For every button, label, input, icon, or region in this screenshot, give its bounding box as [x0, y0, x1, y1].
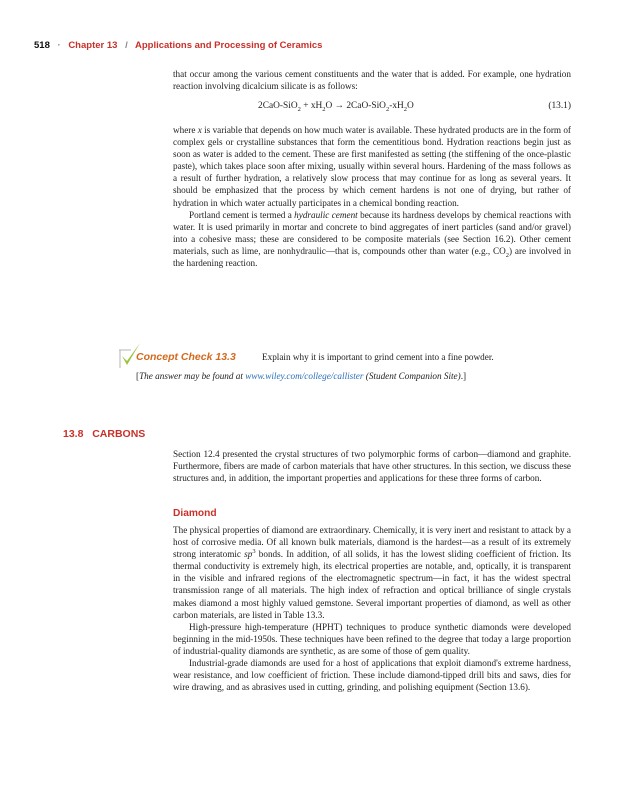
text-run: Portland cement is termed a — [189, 209, 295, 220]
superscript: 3 — [252, 548, 256, 556]
term-sp: sp — [244, 549, 253, 560]
equation-number: (13.1) — [548, 101, 571, 111]
eq-sub: 2 — [322, 105, 326, 113]
concept-check-answer — [136, 371, 466, 381]
intro-text: that occur among the various cement constituents and the water that is added. For example, one hydration reaction involving dicalcium silicate is as follows: — [173, 69, 571, 92]
eq-sub: 2 — [297, 105, 301, 113]
running-header — [34, 40, 322, 51]
concept-check-title: Concept Check 13.3 — [136, 351, 236, 363]
text-run: because its hardness develops by chemical reactions with water. It is used primarily in mortar and concrete to bind aggregates of inert particles (sand and/or gravel) into a cohesive mass; these are considered to be composite materials (see Section 16.2). Other cement materials, such as lime, are nonhydraulic—that is, compounds other than water (e.g., CO — [173, 209, 571, 256]
text-run: The physical properties of diamond are extraordinary. Chemically, it is very inert and resistant to attack by a host of corrosive media. Of all known bulk materials, diamond is the hardest—as a result of its extremely strong interatomic — [173, 525, 571, 560]
carbons-intro — [173, 448, 571, 484]
paragraph-hydration — [173, 124, 571, 209]
chapter-label: Chapter 13 — [68, 40, 118, 51]
paragraph-portland — [173, 209, 571, 269]
paragraph-diamond-properties — [173, 524, 571, 621]
section-title: CARBONS — [92, 428, 146, 440]
bracket: [ — [136, 371, 140, 381]
bracket: .] — [460, 371, 467, 381]
paragraph-hpht: High-pressure high-temperature (HPHT) techniques to produce synthetic diamonds were developed beginning in the mid-1950s. These techniques have been refined to the degree that today a large proportion of industrial-quality diamonds are synthetic, as are some of those of gem quality. — [173, 621, 571, 656]
companion-site-link[interactable]: www.wiley.com/college/callister — [245, 371, 364, 381]
chapter-title: Applications and Processing of Ceramics — [135, 40, 323, 51]
text-run: The answer may be found at — [139, 371, 246, 381]
concept-check-question: Explain why it is important to grind cement into a fine powder. — [262, 352, 494, 362]
subscript: 2 — [505, 251, 509, 259]
diamond-heading: Diamond — [173, 508, 217, 519]
hydration-section — [173, 124, 571, 269]
text-run: bonds. In addition, of all solids, it has the lowest sliding coefficient of friction. Its thermal conductivity is extremely high, its electrical properties are notable, and, optically, it is transparent in the visible and infrared regions of the electromagnetic spectrum—in fact, it has the widest spectral transmission range of all materials. The high index of refraction and optical brilliance of single crystals makes diamond a most highly valued gemstone. Several important properties of diamond, as well as other carbon materials, are listed in Table 13.3. — [173, 549, 571, 620]
carbons-intro-text: Section 12.4 presented the crystal structures of two polymorphic forms of carbon—diamond and graphite. Furthermore, fibers are made of carbon materials that have other structures. In this section, we discuss these structures and, in addition, the important properties and applications for these three forms of carbon. — [173, 449, 571, 484]
header-separator: / — [125, 40, 128, 51]
eq-sub: 2 — [385, 105, 390, 113]
term-hydraulic-cement: hydraulic cement — [294, 209, 358, 220]
eq-part: 2CaO-SiO — [258, 101, 298, 111]
variable-x: x — [197, 125, 202, 135]
eq-part: + xH — [300, 101, 323, 111]
paragraph-industrial: Industrial-grade diamonds are used for a host of applications that exploit diamond's extreme hardness, wear resistance, and low coefficient of friction. These include diamond-tipped drill bits and saws, dies for wire drawing, and as abrasives used in cutting, grinding, and polishing equipment (Section 13.6). — [173, 658, 571, 693]
section-number: 13.8 — [63, 428, 84, 440]
eq-part: O — [407, 101, 414, 111]
equation-expression — [258, 101, 414, 111]
header-bullet: · — [57, 40, 61, 51]
text-run: is variable that depends on how much water is available. These hydrated products are in the form of complex gels or crystalline substances that form the cementitious bond. Hydration reactions begin just as soon as water is added to the cement. These are first manifested as setting (the stiffening of the once-plastic paste), which takes place soon after mixing, usually within several hours. Hardening of the mass follows as a result of further hydration, a relatively slow process that may continue for as long as several years. It should be emphasized that the process by which cement hardens is not one of drying, but rather of hydration in which water actually participates in a chemical bonding reaction. — [173, 125, 571, 208]
diamond-section — [173, 524, 571, 693]
eq-sub: 2 — [403, 105, 408, 113]
text-run: (Student Companion Site) — [363, 371, 461, 381]
section-heading — [63, 428, 145, 440]
eq-part: O → 2CaO-SiO — [325, 101, 386, 111]
page-number: 518 — [34, 40, 50, 51]
text-run: where — [173, 125, 198, 135]
text-run: ) are involved in the hardening reaction. — [173, 245, 572, 269]
intro-paragraph — [173, 68, 571, 92]
eq-part: -xH — [389, 101, 404, 111]
